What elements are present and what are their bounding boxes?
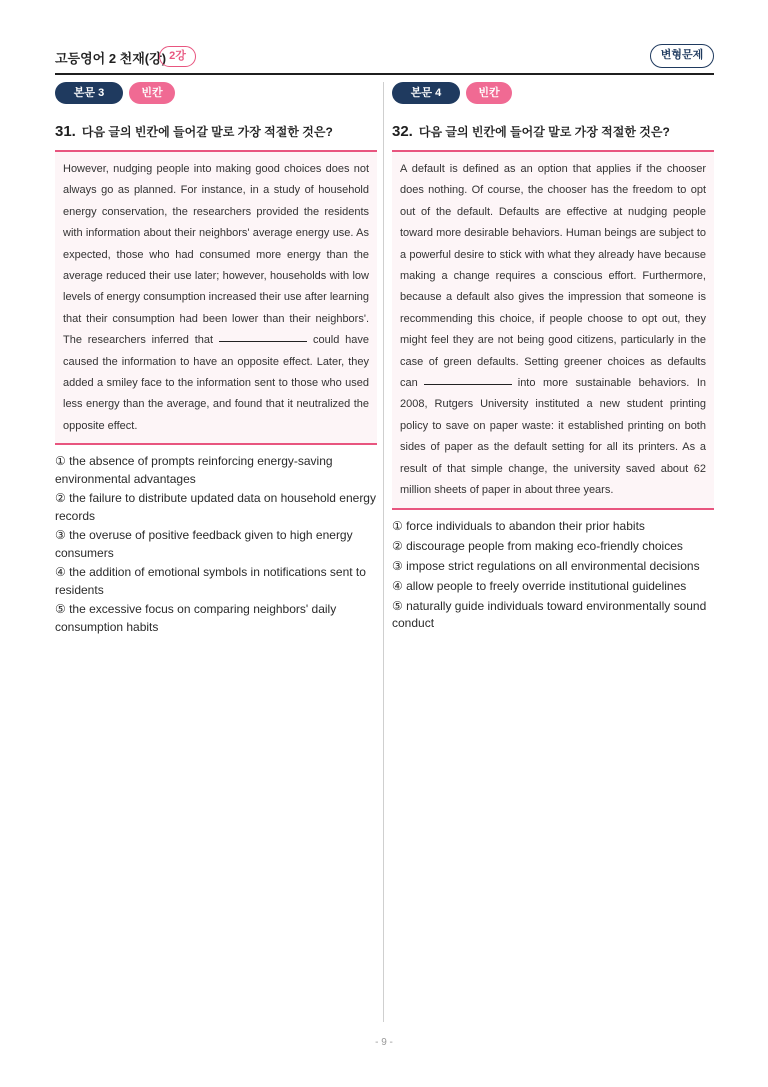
option-5[interactable]: ⑤ naturally guide individuals toward environmentally sound conduct (392, 598, 707, 630)
question-tags (392, 82, 714, 104)
passage-text-after: into more sustainable behaviors. In 2008, Rutgers University instituted a new student printing policy to save on paper waste: it established printing on both sides of paper as the default setting for all its printers. As a result of that simple change, the university saved about 62 million sheets of paper in about three years. (400, 377, 706, 497)
type-tag: 빈칸 (129, 82, 175, 104)
question-text: 다음 글의 빈칸에 들어갈 말로 가장 적절한 것은? (418, 125, 670, 139)
page-header (55, 44, 714, 75)
option-2[interactable]: ② the failure to distribute updated data on household energy records (55, 491, 376, 523)
option-3[interactable]: ③ impose strict regulations on all environmental decisions (392, 558, 700, 573)
answer-blank (424, 381, 512, 385)
option-5[interactable]: ⑤ the excessive focus on comparing neighbors' daily consumption habits (55, 602, 337, 634)
question-tags (55, 82, 377, 104)
option-1[interactable]: ① the absence of prompts reinforcing energy-saving environmental advantages (55, 454, 333, 486)
answer-blank (219, 338, 307, 342)
source-tag: 본문 3 (55, 82, 123, 104)
book-title: 고등영어 2 천재(강) (55, 51, 167, 66)
answer-options (55, 453, 377, 636)
lesson-badge: 2강 (159, 46, 196, 67)
option-3[interactable]: ③ the overuse of positive feedback given to high energy consumers (55, 528, 353, 560)
question-32 (392, 82, 714, 635)
passage-text-before: However, nudging people into making good choices does not always go as planned. For instance, in a study of household energy conservation, the researchers provided the residents with information about their neighbors' average energy use. As expected, those who had consumed more energy than the average reduced their use later; however, households with low levels of energy consumption increased their use after learning that their consumption had been lower than their neighbors'. The researchers inferred that (63, 163, 369, 347)
question-title (392, 123, 714, 143)
passage (392, 150, 714, 510)
page-number: - 9 - (375, 1037, 393, 1048)
section-label: 변형문제 (650, 44, 714, 68)
passage-text-before: A default is defined as an option that applies if the chooser does nothing. Of course, the chooser has the freedom to opt out of the default. Defaults are effective at nudging people toward more desirable behaviors. Human beings are subject to a powerful desire to stick with what they already have because making a change requires a conscious effort. Furthermore, because a default also gives the impression that someone is recommending this choice, if people choose to opt out, they might feel they are not being good citizens, particularly in the case of green defaults. Setting greener choices as defaults can (400, 163, 706, 390)
column-divider (383, 82, 384, 1022)
option-4[interactable]: ④ allow people to freely override institutional guidelines (392, 578, 687, 593)
passage (55, 150, 377, 445)
question-number: 32. (392, 123, 413, 140)
question-title (55, 123, 377, 143)
question-text: 다음 글의 빈칸에 들어갈 말로 가장 적절한 것은? (81, 125, 333, 139)
passage-text-after: could have caused the information to have an opposite effect. Later, they added a smiley face to the information sent to those who used less energy than the average, and found that it neutralized the opposite effect. (63, 334, 369, 432)
answer-options (392, 518, 714, 633)
question-31 (55, 82, 377, 638)
option-2[interactable]: ② discourage people from making eco-friendly choices (392, 538, 683, 553)
type-tag: 빈칸 (466, 82, 512, 104)
question-number: 31. (55, 123, 76, 140)
source-tag: 본문 4 (392, 82, 460, 104)
option-4[interactable]: ④ the addition of emotional symbols in notifications sent to residents (55, 565, 366, 597)
option-1[interactable]: ① force individuals to abandon their prior habits (392, 518, 645, 533)
